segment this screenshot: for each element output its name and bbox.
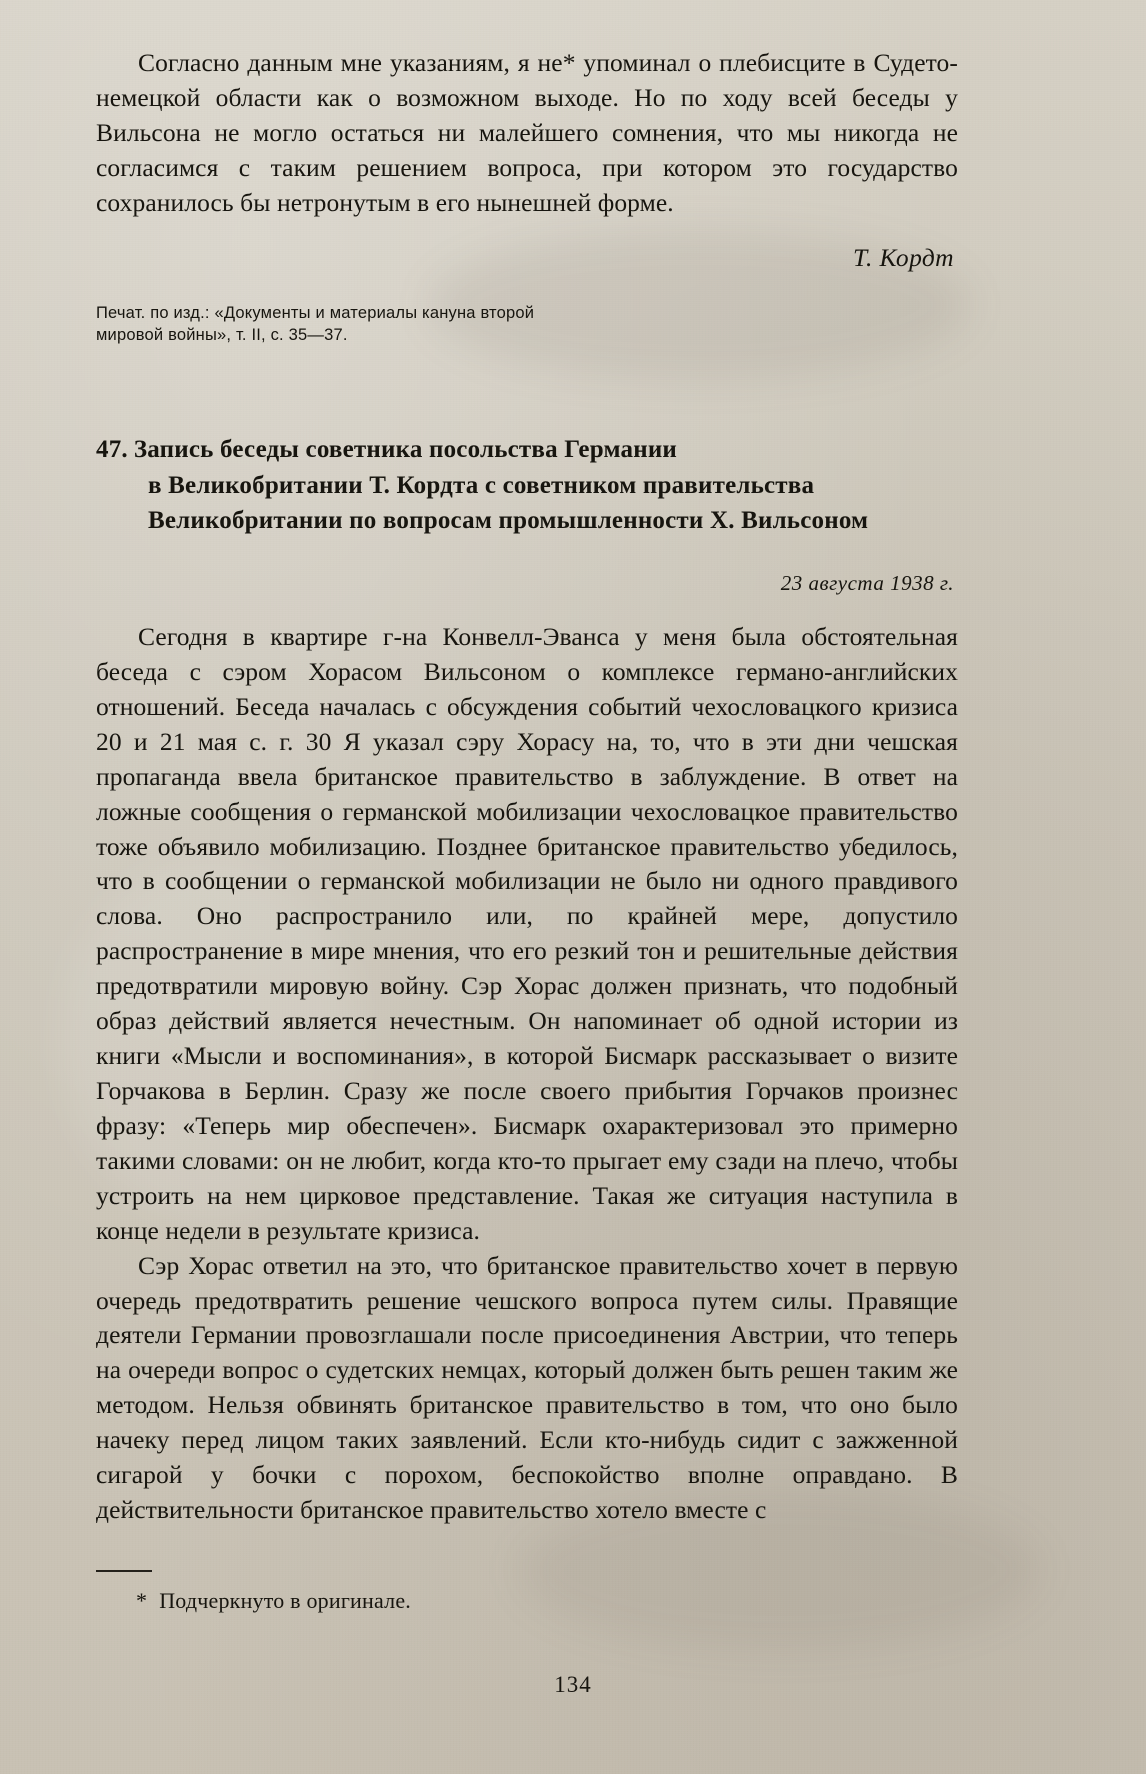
previous-document-paragraph: Согласно данным мне указаниям, я не* упоминал о плебисците в Судето-немецкой области как о возможном выходе. Но по ходу всей беседы у Вильсона не могло остаться ни малейшего сомнения, что мы никогда не согласимся с таким решением вопроса, при котором это государство сохранилось бы нетронутым в его нынешней форме. xyxy=(96,48,958,217)
page-content xyxy=(96,46,958,1528)
footnote xyxy=(96,1588,796,1614)
document-date: 23 августа 1938 г. xyxy=(780,570,954,595)
footnote-divider xyxy=(96,1570,152,1572)
source-note: Печат. по изд.: «Документы и материалы кануна второй мировой войны», т. II, с. 35—37. xyxy=(96,303,535,344)
document-title-line-3: Великобритании по вопросам промышленности X. Вильсоном xyxy=(148,507,869,535)
document-heading xyxy=(96,432,958,539)
body-paragraph: Сегодня в квартире г-на Конвелл-Эванса у меня была обстоятельная беседа с сэром Хорасом Вильсоном о комплексе германо-английских отношений. Беседа началась с обсуждения событий чехословацкого кризиса 20 и 21 мая с. г. 30 Я указал сэру Хорасу на, то, что в эти дни чешская пропаганда ввела британское правительство в заблуждение. В ответ на ложные сообщения о германской мобилизации чехословацкое правительство тоже объявило мобилизацию. Позднее британское правительство убедилось, что в сообщении о германской мобилизации не было ни одного правдивого слова. Оно распространило или, по крайней мере, допустило распространение в мире мнения, что его резкий тон и решительные действия предотвратили мировую войну. Сэр Хорас должен признать, что подобный образ действий является нечестным. Он напоминает об одной истории из книги «Мысли и воспоминания», в которой Бисмарк рассказывает о визите Горчакова в Берлин. Сразу же после своего прибытия Горчаков произнес фразу: «Теперь мир обеспечен». Бисмарк охарактеризовал это примерно такими словами: он не любит, когда кто-то прыгает ему сзади на плечо, чтобы устроить на нем цирковое представление. Такая же ситуация наступила в конце недели в результате кризиса. xyxy=(96,621,958,1245)
footnote-text: Подчеркнуто в оригинале. xyxy=(159,1588,411,1613)
body-paragraph: Сэр Хорас ответил на это, что британское правительство хочет в первую очередь предотвратить решение чешского вопроса путем силы. Правящие деятели Германии провозглашали после присоединения Австрии, что теперь на очереди вопрос о судетских немцах, который должен быть решен таким же методом. Нельзя обвинять британское правительство в том, что оно было начеку перед лицом таких заявлений. Если кто-нибудь сидит с зажженной сигарой у бочки с порохом, беспокойство вполне оправдано. В действительности британское правительство хотело вместе с xyxy=(96,1250,958,1525)
previous-document-signature: Т. Кордт xyxy=(853,242,954,272)
footnote-marker: * xyxy=(136,1588,148,1613)
document-number: 47. xyxy=(96,436,128,464)
document-body xyxy=(96,620,958,1528)
page-number: 134 xyxy=(554,1672,592,1697)
document-title-line-1: Запись беседы советника посольства Германии xyxy=(133,436,678,464)
document-title-line-2: в Великобритании Т. Кордта с советником правительства xyxy=(148,471,815,499)
